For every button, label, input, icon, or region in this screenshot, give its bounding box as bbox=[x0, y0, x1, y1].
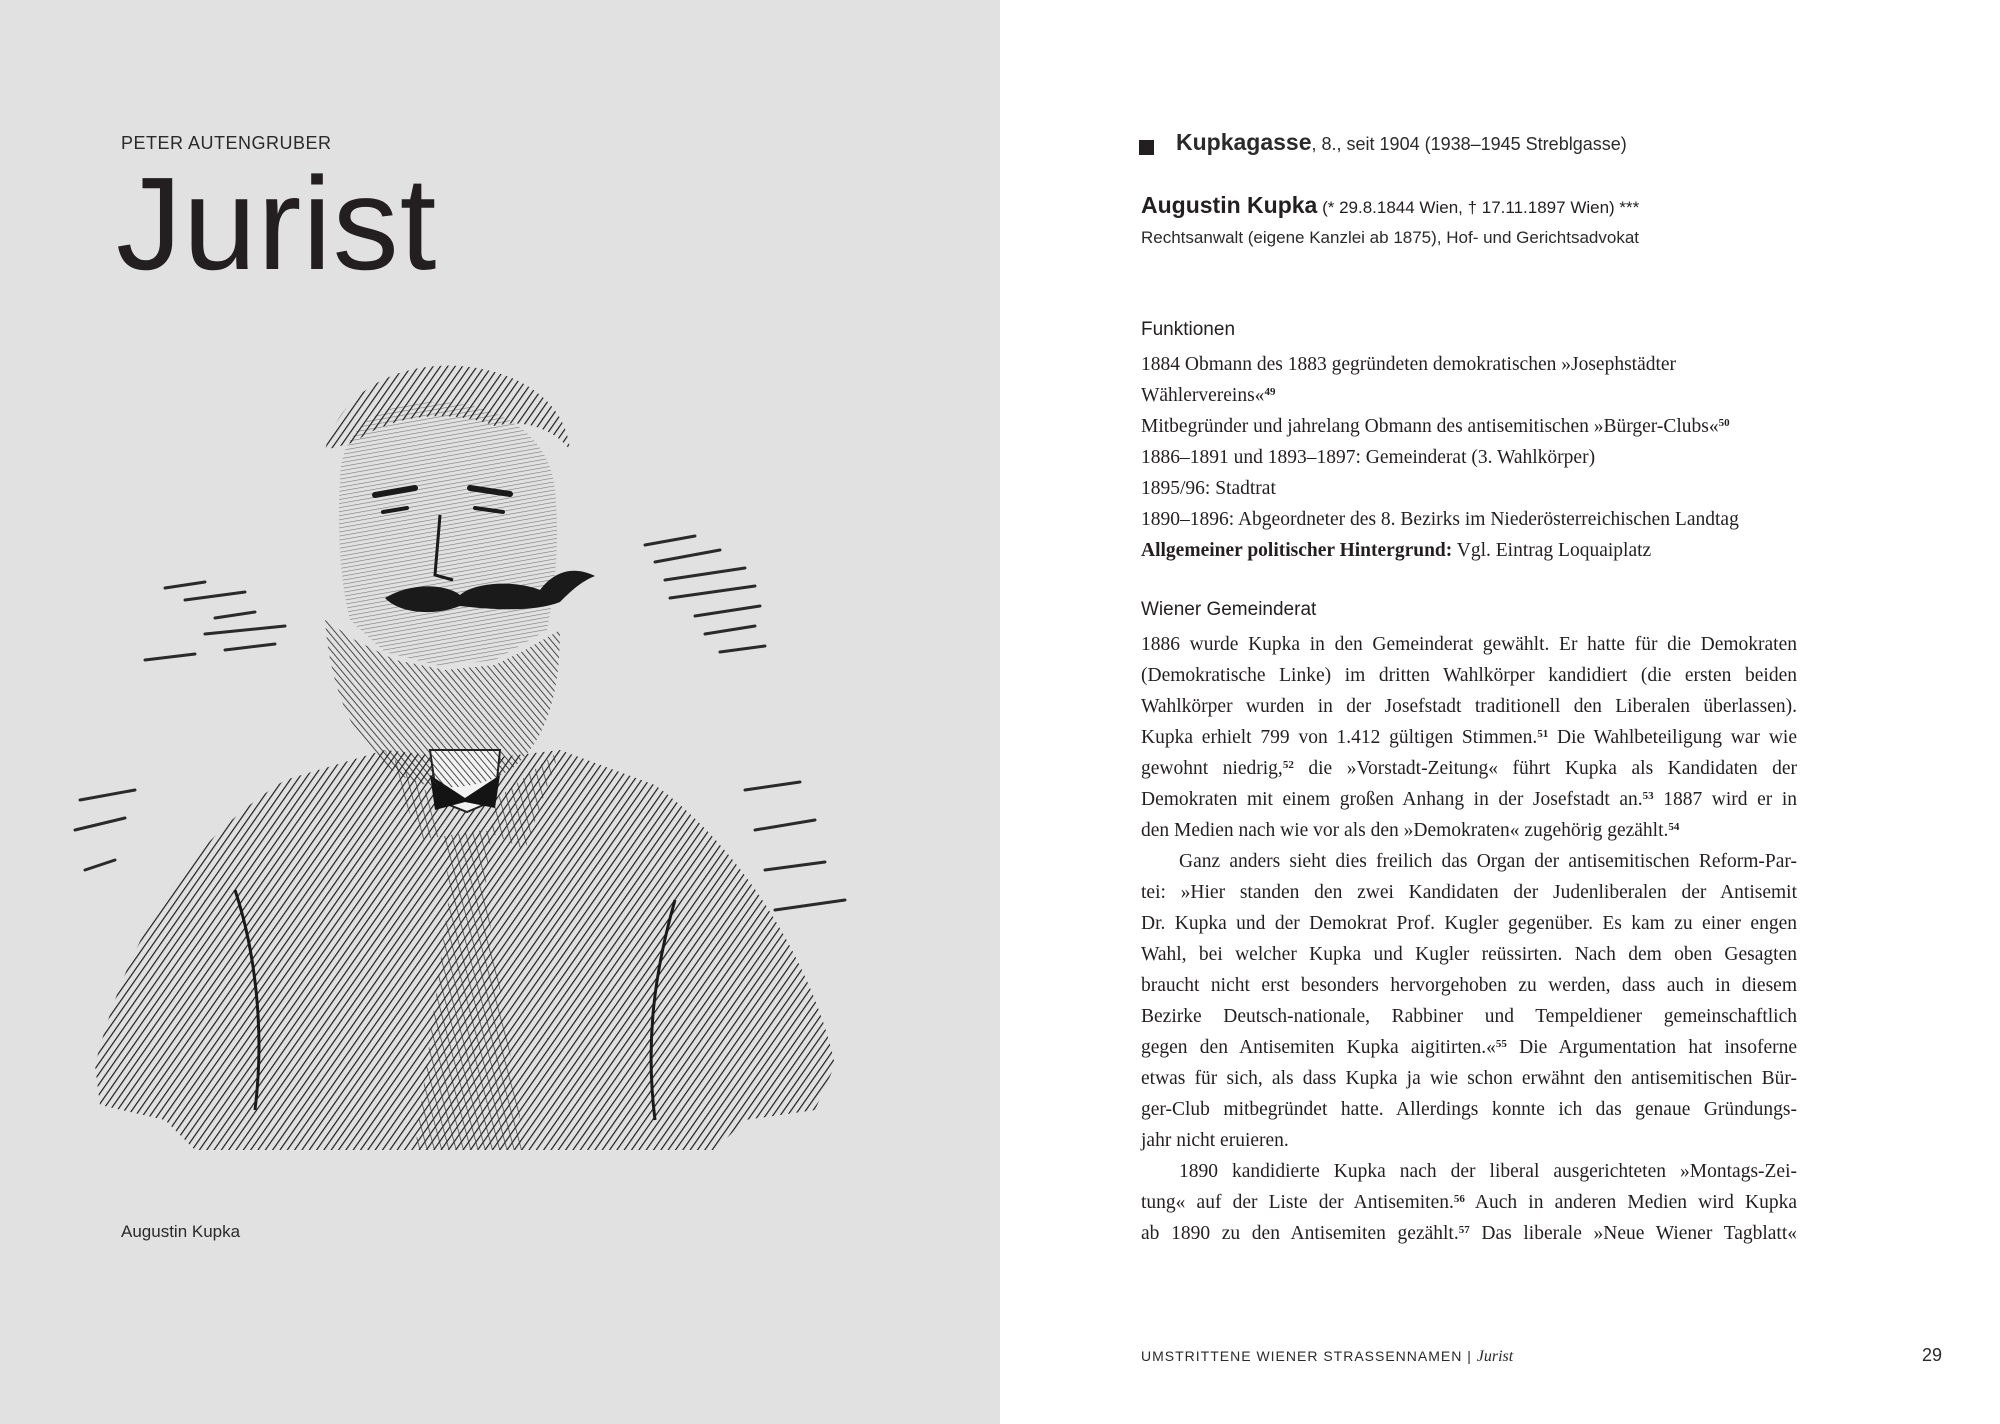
footnote-ref: 55 bbox=[1495, 1038, 1507, 1050]
author-name: PETER AUTENGRUBER bbox=[121, 133, 332, 153]
page-number: 29 bbox=[1922, 1345, 1943, 1365]
person-heading bbox=[1141, 192, 1639, 219]
funktion-line: 1895/96: Stadtrat bbox=[1141, 478, 1276, 499]
footnote-ref: 57 bbox=[1458, 1224, 1470, 1236]
funktion-line: 1884 Obmann des 1883 gegründeten demokratischen »Josephstädter bbox=[1141, 354, 1677, 375]
paragraph: Ganz anders sieht dies freilich das Organ der antisemitischen Reform-Par- tei: »Hier standen den zwei Kandidaten der Judenliberalen der Antisemit Dr. Kupka und der Demokrat Prof. Kugler gegenüber. Es kam zu einer engen Wahl, bei welcher Kupka und Kugler reüssirten. Nach dem oben Gesagten braucht nicht erst besonders hervorgehoben zu werden, dass auch in diesem Bezirke Deutsch-nationale, Rabbiner und Tempeldiener gemeinschaftlich gegen den Antisemiten Kupka aigitirten.«$^{55}$ Die Argumentation hat insoferne etwas für sich, als dass Kupka ja wie schon erwähnt den antisemitischen Bür- ger-Club mitbegründet hatte. Allerdings konnte ich das genaue Gründungs- jahr nicht eruieren. bbox=[1141, 851, 1797, 1151]
paragraph: 1890 kandidierte Kupka nach der liberal ausgerichteten »Montags-Zei- tung« auf der Liste der Antisemiten.$^{56}$ Auch in anderen Medien wird Kupka ab 1890 zu den Antisemiten gezählt.$^{57}$ Das liberale »Neue Wiener Tagblatt« bbox=[1141, 1161, 1798, 1244]
person-dates: (* 29.8.1844 Wien, † 17.11.1897 Wien) *** bbox=[1317, 198, 1640, 217]
funktion-line: Mitbegründer und jahrelang Obmann des antisemitischen »Bürger-Clubs«$^{50}$ bbox=[1141, 416, 1730, 437]
running-footer bbox=[1141, 1348, 1513, 1366]
funktion-line: Wählervereins«$^{49}$ bbox=[1141, 385, 1276, 406]
paragraph: 1886 wurde Kupka in den Gemeinderat gewählt. Er hatte für die Demokraten (Demokratische Linke) im dritten Wahlkörper kandidiert (die ersten beiden Wahlkörper wurden in der Josefstadt traditionell den Liberalen überlassen). Kupka erhielt 799 von 1.412 gültigen Stimmen.$^{51}$ Die Wahlbeteiligung war wie gewohnt niedrig,$^{52}$ die »Vorstadt-Zeitung« führt Kupka als Kandidaten der Demokraten mit einem großen Anhang in der Josefstadt an.$^{53}$ 1887 wird er in den Medien nach wie vor als den »Demokraten« zugehörig gezählt.$^{54}$ bbox=[1141, 634, 1798, 841]
street-entry bbox=[1141, 129, 1627, 156]
chapter-title: Jurist bbox=[116, 150, 438, 297]
section-heading-funktionen: Funktionen bbox=[1141, 319, 1236, 340]
street-details: , 8., seit 1904 (1938–1945 Streblgasse) bbox=[1311, 134, 1627, 154]
book-title: UMSTRITTENE WIENER STRASSENNAMEN bbox=[1141, 1348, 1463, 1364]
face bbox=[339, 402, 557, 666]
funktionen-list bbox=[1141, 349, 1797, 566]
portrait-engraving bbox=[55, 330, 855, 1150]
footnote-ref: 56 bbox=[1453, 1193, 1465, 1205]
person-name: Augustin Kupka bbox=[1141, 192, 1318, 218]
footnote-ref: 50 bbox=[1718, 417, 1730, 429]
section-heading-gemeinderat: Wiener Gemeinderat bbox=[1141, 599, 1317, 620]
funktion-line: Allgemeiner politischer Hintergrund: Vgl. Eintrag Loquaiplatz bbox=[1141, 540, 1652, 561]
footer-chapter: Jurist bbox=[1476, 1348, 1514, 1365]
funktion-line: 1890–1896: Abgeordneter des 8. Bezirks im Niederösterreichischen Landtag bbox=[1141, 509, 1739, 530]
person-profession: Rechtsanwalt (eigene Kanzlei ab 1875), Hof- und Gerichtsadvokat bbox=[1141, 228, 1640, 247]
footnote-ref: 52 bbox=[1282, 759, 1294, 771]
figure-caption: Augustin Kupka bbox=[121, 1222, 241, 1241]
street-name: Kupkagasse bbox=[1176, 129, 1312, 155]
footnote-ref: 53 bbox=[1642, 790, 1654, 802]
footnote-ref: 54 bbox=[1668, 821, 1680, 833]
footnote-ref: 51 bbox=[1537, 728, 1549, 740]
footnote-ref: 49 bbox=[1264, 386, 1276, 398]
gemeinderat-body bbox=[1141, 629, 1797, 1249]
square-bullet-icon bbox=[1139, 140, 1154, 155]
funktion-line: 1886–1891 und 1893–1897: Gemeinderat (3. Wahlkörper) bbox=[1141, 447, 1596, 468]
footer-separator: | bbox=[1467, 1348, 1472, 1364]
